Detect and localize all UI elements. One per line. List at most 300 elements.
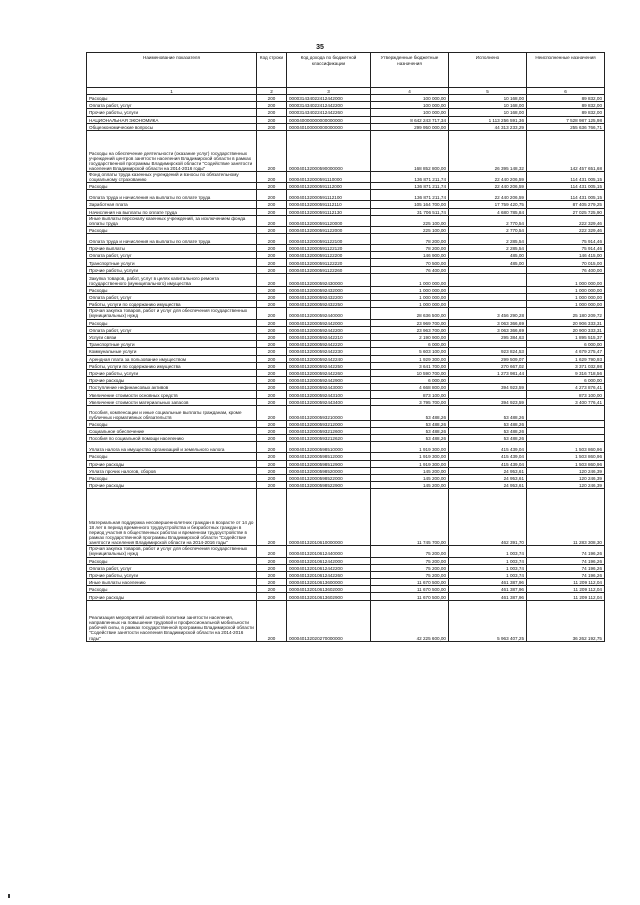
row-executed-cell: 26 395 148,32: [449, 130, 527, 171]
row-code-cell: 200: [257, 571, 287, 578]
row-name-cell: Расходы: [87, 319, 257, 326]
header-code: Код строки: [257, 53, 287, 88]
row-code-cell: 200: [257, 435, 287, 442]
row-name-cell: Реализация мероприятий активной политики занятости населения, направленных на повышение трудовой и профессиональной мобильности рабочей силы, в рамках государственной программы Владимирской области "Содействие занятости населения Владимирской области на 2014-2016 годы": [87, 600, 257, 641]
row-classification-cell: 000040132000591122200: [287, 252, 371, 259]
row-unexecuted-cell: 1 503 860,96: [527, 453, 605, 460]
row-approved-cell: 136 871 211,74: [371, 171, 449, 182]
row-classification-cell: 000040132000592442000: [287, 319, 371, 326]
row-unexecuted-cell: 120 246,39: [527, 482, 605, 489]
row-name-cell: Прочие расходы: [87, 377, 257, 384]
row-unexecuted-cell: 873 100,00: [527, 391, 605, 398]
row-approved-cell: 1 919 300,00: [371, 442, 449, 453]
row-approved-cell: 31 706 511,74: [371, 208, 449, 215]
row-classification-cell: 000040132010612442000: [287, 557, 371, 564]
row-approved-cell: 1 929 300,00: [371, 355, 449, 362]
row-executed-cell: 2 770,54: [449, 226, 527, 233]
table-row: [87, 405, 605, 420]
table-row: [87, 420, 605, 427]
row-classification-cell: 000040132000593212000: [287, 420, 371, 427]
row-executed-cell: 3 063 366,69: [449, 319, 527, 326]
row-name-cell: Уплата прочих налогов, сборов: [87, 467, 257, 474]
row-name-cell: Закупка товаров, работ, услуг в целях капитального ремонта государственного (муниципального) имущества: [87, 273, 257, 286]
table-row: [87, 226, 605, 233]
row-executed-cell: 1 003,74: [449, 546, 527, 557]
row-classification-cell: 000040132010613600000: [287, 579, 371, 586]
row-unexecuted-cell: [527, 420, 605, 427]
row-classification-cell: 000040132000591122100: [287, 234, 371, 245]
column-number: 6: [527, 88, 605, 95]
row-classification-cell: 000040132000593210000: [287, 405, 371, 420]
row-name-cell: Пособия по социальной помощи населению: [87, 435, 257, 442]
row-name-cell: Коммунальные услуги: [87, 348, 257, 355]
row-classification-cell: 000040132000592443000: [287, 384, 371, 391]
row-classification-cell: 000040132000592442230: [287, 348, 371, 355]
row-code-cell: 200: [257, 420, 287, 427]
row-name-cell: Прочие работы, услуги: [87, 266, 257, 273]
row-approved-cell: 76 400,00: [371, 266, 449, 273]
header-approved: Утвержденные бюджетные назначения: [371, 53, 449, 88]
row-classification-cell: 000040132010612442260: [287, 571, 371, 578]
row-executed-cell: 3 063 366,69: [449, 326, 527, 333]
row-approved-cell: 11 670 500,00: [371, 586, 449, 593]
row-code-cell: 200: [257, 208, 287, 215]
table-row: [87, 333, 605, 340]
row-classification-cell: 000040132010610000000: [287, 489, 371, 546]
row-approved-cell: 78 200,00: [371, 245, 449, 252]
row-classification-cell: 000040132000592432200: [287, 294, 371, 301]
row-classification-cell: 000040132000592443100: [287, 391, 371, 398]
table-row: [87, 377, 605, 384]
row-code-cell: 200: [257, 266, 287, 273]
row-approved-cell: 75 200,00: [371, 564, 449, 571]
row-unexecuted-cell: 120 246,39: [527, 467, 605, 474]
row-executed-cell: 17 759 420,75: [449, 201, 527, 208]
row-code-cell: 200: [257, 294, 287, 301]
row-executed-cell: 270 667,02: [449, 362, 527, 369]
row-approved-cell: 299 950 000,00: [371, 123, 449, 130]
row-name-cell: Расходы: [87, 183, 257, 190]
row-code-cell: 200: [257, 442, 287, 453]
table-row: [87, 593, 605, 600]
row-unexecuted-cell: 27 025 725,90: [527, 208, 605, 215]
column-number: 3: [287, 88, 371, 95]
row-unexecuted-cell: 75 914,46: [527, 245, 605, 252]
table-row: [87, 586, 605, 593]
row-classification-cell: 000040132000592442210: [287, 333, 371, 340]
row-classification-cell: 000040132000598522900: [287, 482, 371, 489]
row-approved-cell: 8 642 243 717,34: [371, 116, 449, 123]
row-name-cell: Расходы: [87, 474, 257, 481]
table-row: [87, 355, 605, 362]
table-row: [87, 116, 605, 123]
row-approved-cell: 23 963 700,00: [371, 326, 449, 333]
row-classification-cell: 000040132000592432250: [287, 301, 371, 308]
table-row: [87, 369, 605, 376]
table-row: [87, 474, 605, 481]
row-name-cell: Прочие расходы: [87, 593, 257, 600]
page-number: 35: [316, 44, 324, 51]
row-classification-cell: 000040132000592442250: [287, 362, 371, 369]
row-unexecuted-cell: 11 209 112,04: [527, 593, 605, 600]
table-row: [87, 482, 605, 489]
row-executed-cell: 22 440 206,59: [449, 190, 527, 201]
row-unexecuted-cell: 25 180 209,72: [527, 308, 605, 319]
row-code-cell: 200: [257, 226, 287, 233]
row-executed-cell: 461 387,96: [449, 579, 527, 586]
table-row: [87, 557, 605, 564]
row-code-cell: 200: [257, 130, 287, 171]
row-name-cell: Прочие выплаты: [87, 245, 257, 252]
table-row: [87, 201, 605, 208]
row-approved-cell: 6 000,00: [371, 377, 449, 384]
table-row: [87, 215, 605, 226]
row-name-cell: Прочие работы, услуги: [87, 571, 257, 578]
row-code-cell: 200: [257, 482, 287, 489]
table-row: [87, 546, 605, 557]
row-executed-cell: 53 488,26: [449, 435, 527, 442]
row-code-cell: 200: [257, 369, 287, 376]
row-code-cell: 200: [257, 377, 287, 384]
row-code-cell: 200: [257, 319, 287, 326]
row-name-cell: Работы, услуги по содержанию имущества: [87, 301, 257, 308]
row-unexecuted-cell: 3 400 776,41: [527, 398, 605, 405]
row-code-cell: 200: [257, 234, 287, 245]
row-executed-cell: 1 113 256 591,36: [449, 116, 527, 123]
row-name-cell: Прочие работы, услуги: [87, 369, 257, 376]
row-approved-cell: 1 000 000,00: [371, 301, 449, 308]
row-unexecuted-cell: 74 196,26: [527, 564, 605, 571]
table-header-row: [87, 53, 605, 88]
row-executed-cell: 1 003,74: [449, 564, 527, 571]
row-code-cell: 200: [257, 201, 287, 208]
row-approved-cell: 78 200,00: [371, 234, 449, 245]
row-executed-cell: 24 953,61: [449, 467, 527, 474]
row-classification-cell: 000040132000591112130: [287, 208, 371, 215]
table-row: [87, 123, 605, 130]
row-unexecuted-cell: 1 000 000,00: [527, 286, 605, 293]
row-code-cell: 200: [257, 600, 287, 641]
table-row: [87, 460, 605, 467]
row-code-cell: 200: [257, 391, 287, 398]
row-code-cell: 200: [257, 252, 287, 259]
table-row: [87, 579, 605, 586]
row-code-cell: 200: [257, 405, 287, 420]
row-executed-cell: 415 439,04: [449, 442, 527, 453]
row-approved-cell: 70 500,00: [371, 259, 449, 266]
row-approved-cell: 11 745 700,00: [371, 489, 449, 546]
table-row: [87, 208, 605, 215]
row-classification-cell: 000040132000592442220: [287, 341, 371, 348]
row-classification-cell: 000031434022412442260: [287, 109, 371, 116]
row-name-cell: Расходы: [87, 226, 257, 233]
row-name-cell: Расходы: [87, 453, 257, 460]
row-executed-cell: [449, 294, 527, 301]
row-unexecuted-cell: [527, 428, 605, 435]
row-code-cell: 200: [257, 564, 287, 571]
row-code-cell: 200: [257, 453, 287, 460]
row-executed-cell: 462 391,70: [449, 489, 527, 546]
row-approved-cell: 3 641 700,00: [371, 362, 449, 369]
row-code-cell: 200: [257, 215, 287, 226]
row-code-cell: 200: [257, 102, 287, 109]
row-approved-cell: 53 488,26: [371, 420, 449, 427]
row-unexecuted-cell: [527, 435, 605, 442]
row-code-cell: 200: [257, 489, 287, 546]
row-approved-cell: 105 164 700,00: [371, 201, 449, 208]
row-approved-cell: 136 871 211,74: [371, 190, 449, 201]
row-unexecuted-cell: 120 246,39: [527, 474, 605, 481]
table-row: [87, 95, 605, 102]
row-code-cell: 200: [257, 333, 287, 340]
row-classification-cell: 000031434022412442200: [287, 102, 371, 109]
row-name-cell: Расходы: [87, 586, 257, 593]
row-unexecuted-cell: 75 914,46: [527, 234, 605, 245]
row-executed-cell: 1 003,74: [449, 557, 527, 564]
row-executed-cell: 485,00: [449, 259, 527, 266]
row-classification-cell: 000040132000591110000: [287, 171, 371, 182]
row-approved-cell: 873 100,00: [371, 391, 449, 398]
table-row: [87, 319, 605, 326]
table-row: [87, 341, 605, 348]
row-approved-cell: 75 200,00: [371, 546, 449, 557]
table-row: [87, 384, 605, 391]
column-number: 4: [371, 88, 449, 95]
row-approved-cell: 3 795 700,00: [371, 398, 449, 405]
row-code-cell: 200: [257, 95, 287, 102]
row-approved-cell: 1 919 300,00: [371, 460, 449, 467]
row-executed-cell: 2 285,54: [449, 245, 527, 252]
row-code-cell: 200: [257, 460, 287, 467]
row-unexecuted-cell: 1 000 000,00: [527, 294, 605, 301]
row-code-cell: 200: [257, 171, 287, 182]
row-approved-cell: 136 871 211,74: [371, 183, 449, 190]
row-name-cell: Увеличение стоимости материальных запасов: [87, 398, 257, 405]
row-executed-cell: 53 488,26: [449, 405, 527, 420]
table-row: [87, 234, 605, 245]
row-unexecuted-cell: 74 196,26: [527, 546, 605, 557]
row-code-cell: 200: [257, 273, 287, 286]
row-name-cell: Поступление нефинансовых активов: [87, 384, 257, 391]
row-name-cell: Расходы: [87, 95, 257, 102]
row-code-cell: 200: [257, 467, 287, 474]
row-executed-cell: [449, 301, 527, 308]
row-name-cell: Иные выплаты населению: [87, 579, 257, 586]
row-classification-cell: 000040132000598510000: [287, 442, 371, 453]
row-approved-cell: 1 000 000,00: [371, 294, 449, 301]
row-classification-cell: 000040132000591122120: [287, 245, 371, 252]
table-row: [87, 266, 605, 273]
row-name-cell: Материальная поддержка несовершеннолетних граждан в возрасте от 14 до 18 лет в период временного трудоустройства и безработных граждан в период участия в общественных работах и временном трудоустройстве в рамках государственной программы Владимирской области "Содействие занятости населения Владимирской области на 2014-2016 годы": [87, 489, 257, 546]
table-row: [87, 102, 605, 109]
row-unexecuted-cell: 6 000,00: [527, 341, 605, 348]
row-executed-cell: 2 770,54: [449, 215, 527, 226]
row-executed-cell: 44 313 233,29: [449, 123, 527, 130]
row-code-cell: 200: [257, 286, 287, 293]
row-approved-cell: 168 852 800,00: [371, 130, 449, 171]
row-name-cell: Увеличение стоимости основных средств: [87, 391, 257, 398]
row-name-cell: Оплата работ, услуг: [87, 252, 257, 259]
row-unexecuted-cell: 74 196,26: [527, 571, 605, 578]
row-classification-cell: 000040132000590000000: [287, 130, 371, 171]
table-row: [87, 109, 605, 116]
row-executed-cell: 415 439,04: [449, 460, 527, 467]
table-row: [87, 273, 605, 286]
row-executed-cell: 923 824,53: [449, 348, 527, 355]
row-code-cell: 200: [257, 546, 287, 557]
row-code-cell: 200: [257, 183, 287, 190]
row-classification-cell: 000040132000591112100: [287, 190, 371, 201]
row-name-cell: Оплата труда и начисления на выплаты по оплате труда: [87, 234, 257, 245]
table-row: [87, 308, 605, 319]
row-executed-cell: 10 168,00: [449, 95, 527, 102]
row-executed-cell: 461 387,96: [449, 593, 527, 600]
row-unexecuted-cell: 114 431 005,15: [527, 171, 605, 182]
table-row: [87, 252, 605, 259]
row-unexecuted-cell: 1 000 000,00: [527, 301, 605, 308]
row-executed-cell: 2 285,54: [449, 234, 527, 245]
row-name-cell: НАЦИОНАЛЬНАЯ ЭКОНОМИКА: [87, 116, 257, 123]
row-classification-cell: 000040132000598512900: [287, 460, 371, 467]
row-approved-cell: 28 636 500,00: [371, 308, 449, 319]
row-approved-cell: 53 488,26: [371, 405, 449, 420]
row-code-cell: 200: [257, 341, 287, 348]
row-unexecuted-cell: 3 371 032,98: [527, 362, 605, 369]
row-classification-cell: 000040132000591112110: [287, 201, 371, 208]
row-classification-cell: 000040132000593212620: [287, 435, 371, 442]
row-executed-cell: 22 440 206,59: [449, 171, 527, 182]
row-unexecuted-cell: 1 629 790,93: [527, 355, 605, 362]
row-executed-cell: 10 168,00: [449, 109, 527, 116]
row-approved-cell: 225 100,00: [371, 226, 449, 233]
row-approved-cell: 146 900,00: [371, 252, 449, 259]
row-name-cell: Пособия, компенсации и иные социальные выплаты гражданам, кроме публичных нормативных обязательств: [87, 405, 257, 420]
row-approved-cell: 4 668 800,00: [371, 384, 449, 391]
row-name-cell: Услуги связи: [87, 333, 257, 340]
row-approved-cell: 75 200,00: [371, 557, 449, 564]
row-approved-cell: 100 000,00: [371, 102, 449, 109]
row-unexecuted-cell: 11 209 112,04: [527, 586, 605, 593]
column-number: 2: [257, 88, 287, 95]
row-unexecuted-cell: 6 000,00: [527, 377, 605, 384]
row-approved-cell: 100 000,00: [371, 95, 449, 102]
table-row: [87, 600, 605, 641]
row-name-cell: Общеэкономические вопросы: [87, 123, 257, 130]
row-executed-cell: [449, 377, 527, 384]
row-unexecuted-cell: 222 329,46: [527, 226, 605, 233]
row-classification-cell: 000040100000000000000: [287, 123, 371, 130]
row-approved-cell: 10 590 700,00: [371, 369, 449, 376]
row-unexecuted-cell: 9 316 718,56: [527, 369, 605, 376]
table-row: [87, 286, 605, 293]
row-classification-cell: 000040132000593212600: [287, 428, 371, 435]
row-unexecuted-cell: 255 636 766,71: [527, 123, 605, 130]
row-unexecuted-cell: 142 457 651,68: [527, 130, 605, 171]
row-name-cell: Арендная плата за пользование имуществом: [87, 355, 257, 362]
row-code-cell: 200: [257, 109, 287, 116]
table-row: [87, 171, 605, 182]
table-row: [87, 130, 605, 171]
row-executed-cell: [449, 286, 527, 293]
row-code-cell: 200: [257, 362, 287, 369]
row-name-cell: Расходы: [87, 420, 257, 427]
column-number-row: [87, 88, 605, 95]
row-code-cell: 200: [257, 579, 287, 586]
row-unexecuted-cell: 4 273 876,41: [527, 384, 605, 391]
row-name-cell: Прочая закупка товаров, работ и услуг для обеспечения государственных (муниципальных) нужд: [87, 546, 257, 557]
row-name-cell: Прочие работы, услуги: [87, 109, 257, 116]
row-unexecuted-cell: 1 000 000,00: [527, 273, 605, 286]
row-classification-cell: 000040132000592440000: [287, 308, 371, 319]
row-code-cell: 200: [257, 428, 287, 435]
row-unexecuted-cell: 20 900 333,31: [527, 326, 605, 333]
row-classification-cell: 000040132000592432000: [287, 286, 371, 293]
row-classification-cell: 000040132020270000000: [287, 600, 371, 641]
row-executed-cell: 24 953,61: [449, 474, 527, 481]
row-classification-cell: 000040132000598512000: [287, 453, 371, 460]
scan-mark: [8, 894, 10, 898]
row-executed-cell: 3 456 290,28: [449, 308, 527, 319]
row-unexecuted-cell: 74 196,26: [527, 557, 605, 564]
row-classification-cell: 000040132000591122000: [287, 226, 371, 233]
row-unexecuted-cell: 70 015,00: [527, 259, 605, 266]
row-approved-cell: 53 488,26: [371, 428, 449, 435]
row-unexecuted-cell: 1 895 515,37: [527, 333, 605, 340]
row-executed-cell: 394 923,59: [449, 398, 527, 405]
header-classification: Код дохода по бюджетной классификации: [287, 53, 371, 88]
table-row: [87, 453, 605, 460]
row-approved-cell: 145 200,00: [371, 482, 449, 489]
row-unexecuted-cell: 20 906 333,31: [527, 319, 605, 326]
table-body: [87, 95, 605, 642]
row-code-cell: 200: [257, 326, 287, 333]
row-name-cell: Оплата работ, услуг: [87, 326, 257, 333]
row-name-cell: Фонд оплаты труда казенных учреждений и взносы по обязательному социальному страхованию: [87, 171, 257, 182]
row-name-cell: Оплата работ, услуг: [87, 294, 257, 301]
row-unexecuted-cell: 146 415,00: [527, 252, 605, 259]
row-unexecuted-cell: 114 431 005,15: [527, 190, 605, 201]
table-row: [87, 571, 605, 578]
row-name-cell: Начисления на выплаты по оплате труда: [87, 208, 257, 215]
row-unexecuted-cell: 89 832,00: [527, 102, 605, 109]
row-code-cell: 200: [257, 116, 287, 123]
row-approved-cell: 53 488,26: [371, 435, 449, 442]
column-number: 1: [87, 88, 257, 95]
row-code-cell: 200: [257, 308, 287, 319]
row-executed-cell: 4 680 785,84: [449, 208, 527, 215]
row-executed-cell: 22 440 206,59: [449, 183, 527, 190]
row-executed-cell: 415 439,04: [449, 453, 527, 460]
row-classification-cell: 000040132010612440000: [287, 546, 371, 557]
row-classification-cell: 000031434022412442000: [287, 95, 371, 102]
row-unexecuted-cell: 87 405 279,25: [527, 201, 605, 208]
row-classification-cell: 000040132010613602900: [287, 593, 371, 600]
row-approved-cell: 2 190 900,00: [371, 333, 449, 340]
row-executed-cell: [449, 273, 527, 286]
row-approved-cell: 5 603 100,00: [371, 348, 449, 355]
row-executed-cell: [449, 391, 527, 398]
table-row: [87, 183, 605, 190]
row-name-cell: Транспортные услуги: [87, 341, 257, 348]
row-classification-cell: 000040132000592442240: [287, 355, 371, 362]
table-row: [87, 348, 605, 355]
row-code-cell: 200: [257, 355, 287, 362]
table-row: [87, 442, 605, 453]
header-executed: Исполнено: [449, 53, 527, 88]
row-executed-cell: 10 168,00: [449, 102, 527, 109]
row-unexecuted-cell: 89 832,00: [527, 109, 605, 116]
row-code-cell: 200: [257, 259, 287, 266]
